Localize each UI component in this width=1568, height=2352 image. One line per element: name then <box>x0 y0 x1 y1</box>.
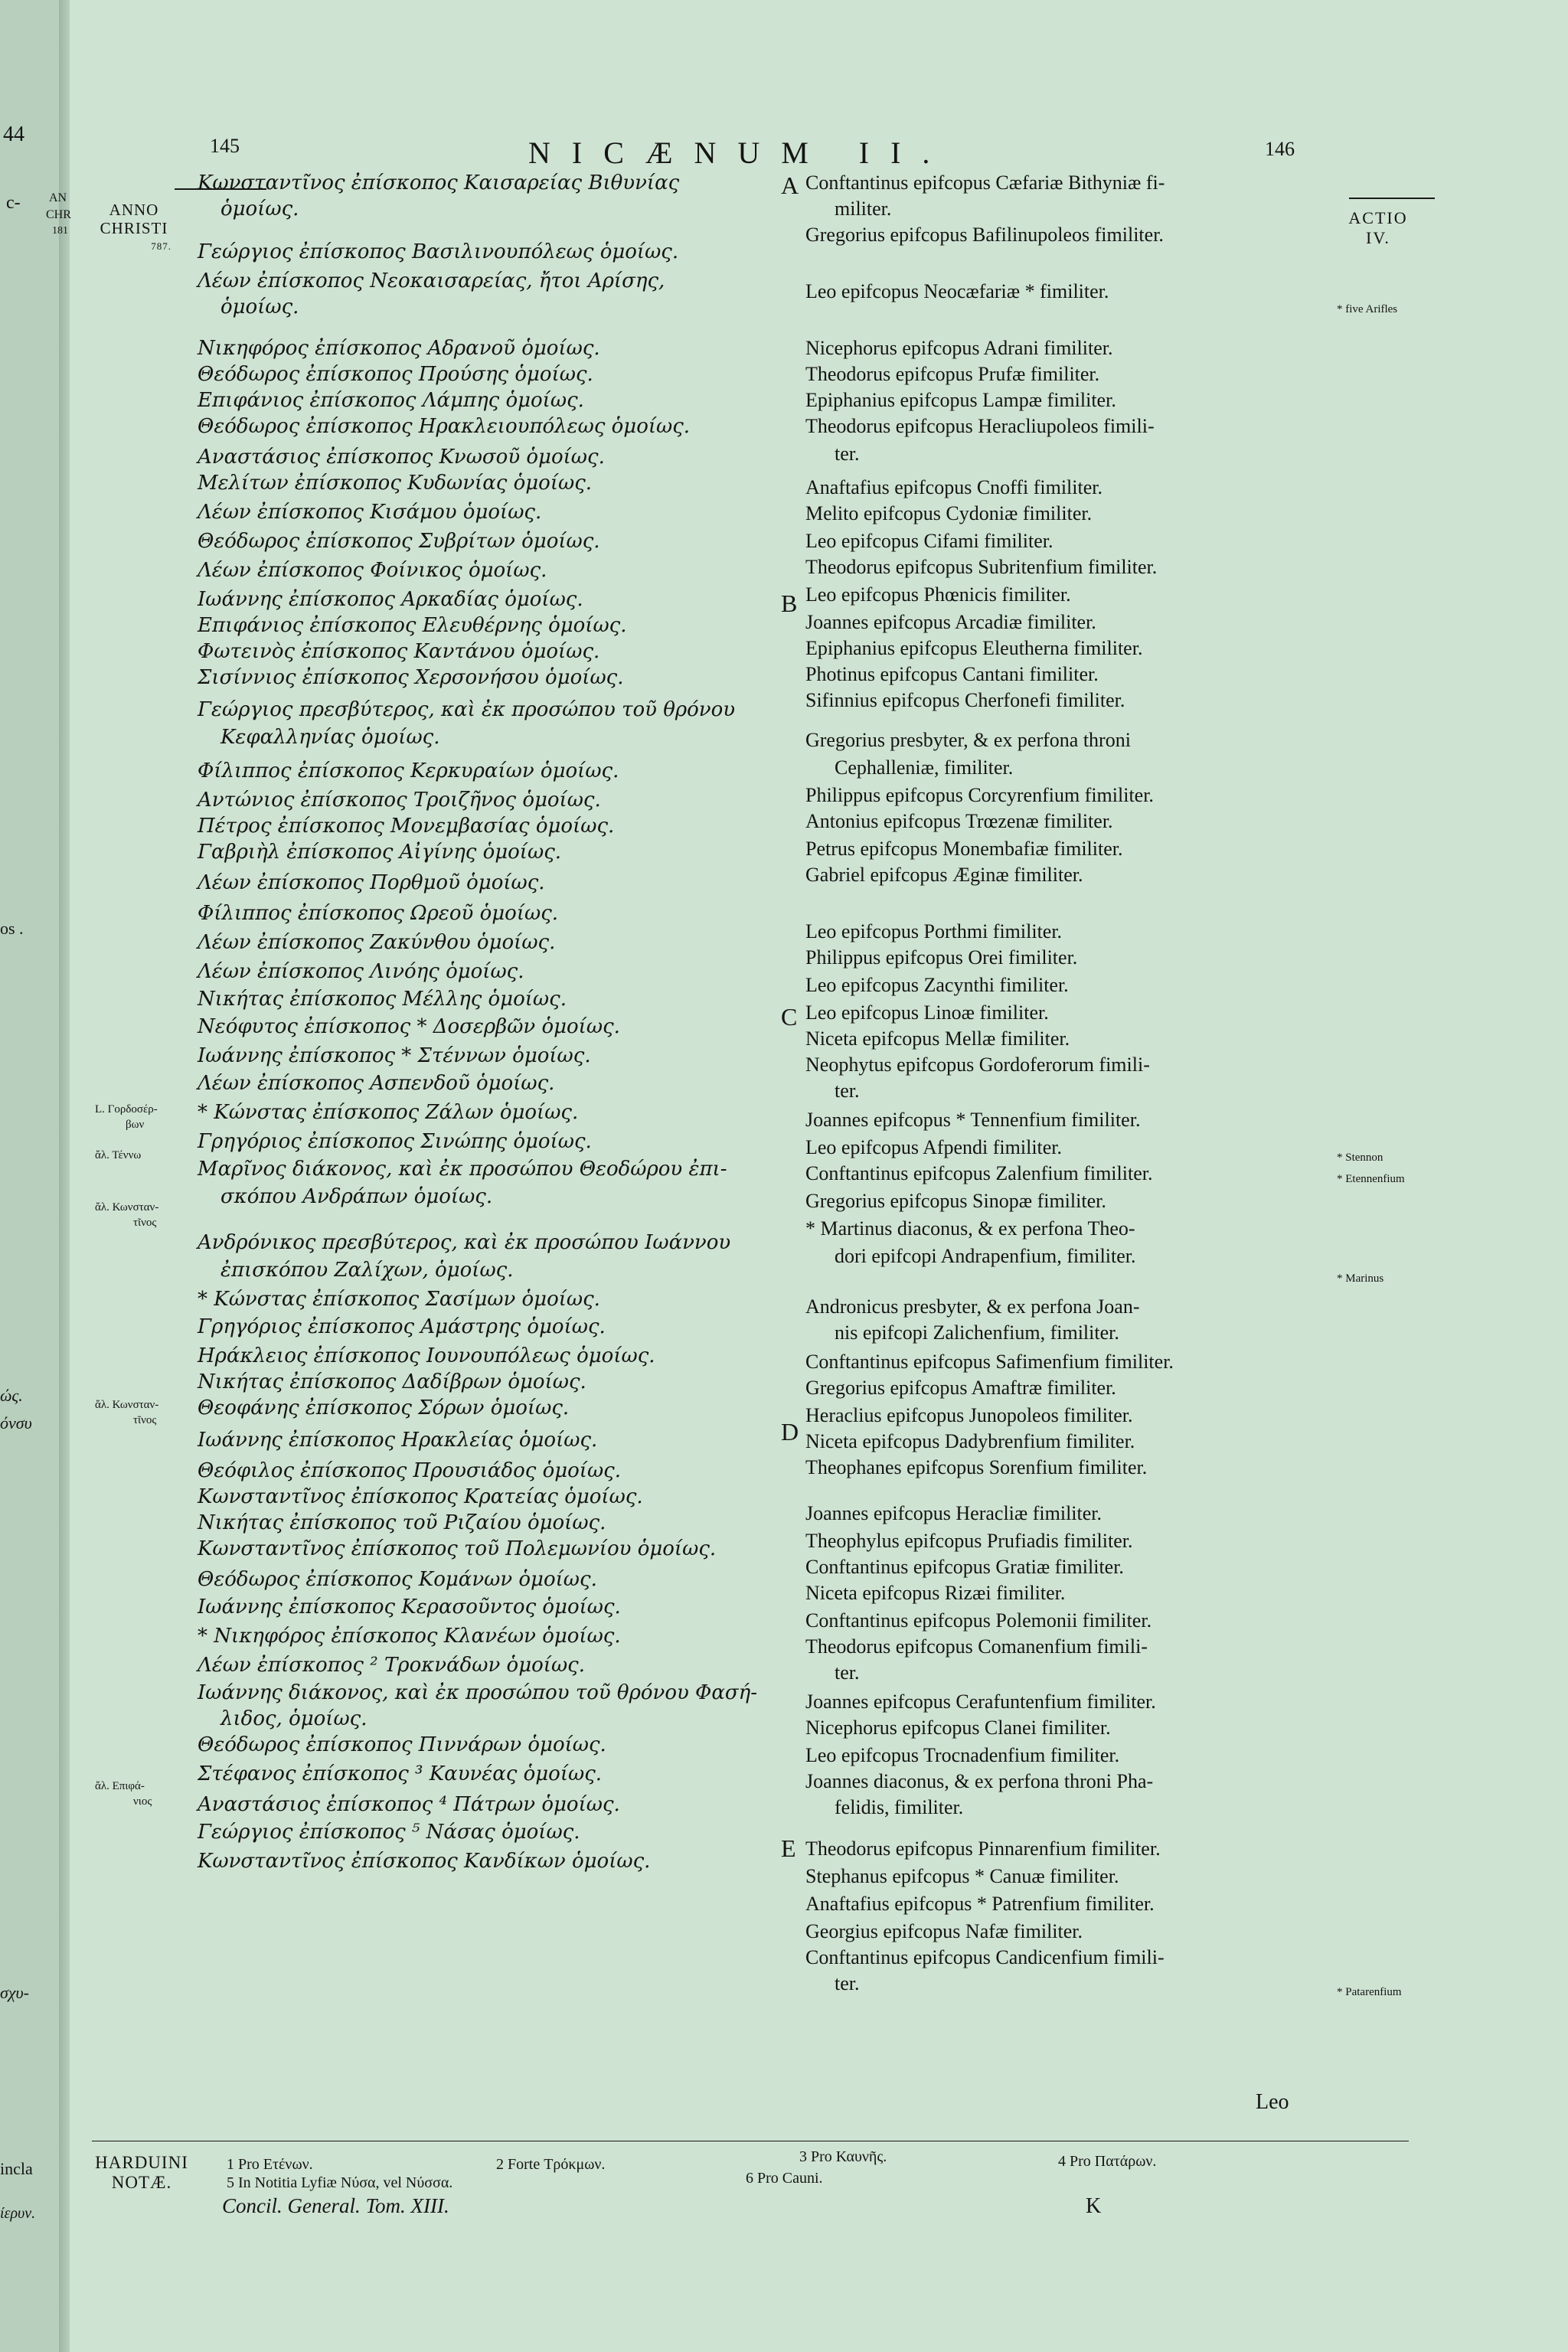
greek-line: Λέων ἐπίσκοπος ² Τροκνάδων ὁμοίως. <box>198 1654 585 1677</box>
volume-footer: Concil. General. Tom. XIII. <box>222 2194 449 2217</box>
greek-line: Ανδρόνικος πρεσβύτερος, καὶ ἐκ προσώπου Ιωάννου <box>198 1231 731 1254</box>
greek-line: Θεόδωρος ἐπίσκοπος Πιννάρων ὁμοίως. <box>198 1733 606 1756</box>
greek-line: ὁμοίως. <box>220 198 299 220</box>
greek-line: σκόπου Ανδράπων ὁμοίως. <box>220 1185 493 1208</box>
prev-fragment: σχυ- <box>0 1983 29 2002</box>
greek-line: Θεόδωρος ἐπίσκοπος Ηρακλειουπόλεως ὁμοίως. <box>198 415 691 438</box>
latin-line: Leo epifcopus Linoæ fimiliter. <box>805 1001 1049 1024</box>
greek-line: Ιωάννης ἐπίσκοπος Αρκαδίας ὁμοίως. <box>198 588 583 611</box>
prev-fragment: os . <box>0 919 24 938</box>
latin-line: Photinus epifcopus Cantani fimiliter. <box>805 663 1099 685</box>
greek-line: Θεόφιλος ἐπίσκοπος Προυσιάδος ὁμοίως. <box>198 1459 622 1482</box>
greek-line: Κωνσταντῖνος ἐπίσκοπος Κρατείας ὁμοίως. <box>198 1485 643 1508</box>
latin-line: Theophylus epifcopus Prufiadis fimiliter. <box>805 1530 1133 1552</box>
prev-page-number: 44 <box>3 122 24 146</box>
greek-line: Επιφάνιος ἐπίσκοπος Λάμπης ὁμοίως. <box>198 389 584 412</box>
latin-line: Neophytus epifcopus Gordoferorum fimili- <box>805 1054 1150 1076</box>
latin-line: Conftantinus epifcopus Cæfariæ Bithyniæ fi- <box>805 172 1165 194</box>
latin-line: ter. <box>835 1972 860 1994</box>
greek-line: Λέων ἐπίσκοπος Φοίνικος ὁμοίως. <box>198 559 547 582</box>
greek-line: Πέτρος ἐπίσκοπος Μονεμβασίας ὁμοίως. <box>198 815 615 838</box>
footnote: 3 Pro Καυνῆς. <box>799 2148 887 2165</box>
greek-line: Κεφαλληνίας ὁμοίως. <box>220 726 440 749</box>
prev-side: 181 <box>52 225 68 237</box>
latin-line: Gabriel epifcopus Æginæ fimiliter. <box>805 864 1083 886</box>
anno-christi <box>92 201 176 256</box>
greek-line: Αναστάσιος ἐπίσκοπος ⁴ Πάτρων ὁμοίως. <box>198 1793 620 1816</box>
greek-line: Γρηγόριος ἐπίσκοπος Αμάστρης ὁμοίως. <box>198 1315 606 1338</box>
greek-line: Νικηφόρος ἐπίσκοπος Αδρανοῦ ὁμοίως. <box>198 337 600 360</box>
latin-line: Joannes diaconus, & ex perfona throni Pha- <box>805 1770 1154 1792</box>
greek-line: ὁμοίως. <box>220 296 299 318</box>
footnote: 2 Forte Τρόκμων. <box>496 2156 606 2173</box>
margin-note: * Patarenfium <box>1337 1986 1402 1998</box>
prev-fragment: ώς. <box>0 1386 23 1405</box>
greek-line: Γρηγόριος ἐπίσκοπος Σινώπης ὁμοίως. <box>198 1130 592 1153</box>
latin-line: Theophanes epifcopus Sorenfium fimiliter. <box>805 1456 1148 1478</box>
variant-note: νιος <box>133 1795 152 1808</box>
greek-line: Νικήτας ἐπίσκοπος Μέλλης ὁμοίως. <box>198 988 567 1011</box>
greek-line: Μελίτων ἐπίσκοπος Κυδωνίας ὁμοίως. <box>198 472 593 495</box>
latin-line: Theodorus epifcopus Subritenfium fimiliter. <box>805 556 1158 578</box>
greek-line: Λέων ἐπίσκοπος Κισάμου ὁμοίως. <box>198 501 542 524</box>
catchword: Leo <box>1256 2090 1289 2114</box>
greek-line: * Νικηφόρος ἐπίσκοπος Κλανέων ὁμοίως. <box>198 1625 621 1648</box>
latin-line: Gregorius presbyter, & ex perfona throni <box>805 729 1131 751</box>
greek-line: Ιωάννης ἐπίσκοπος * Στέννων ὁμοίως. <box>198 1044 591 1067</box>
latin-line: Leo epifcopus Porthmi fimiliter. <box>805 920 1063 942</box>
greek-line: Γεώργιος ἐπίσκοπος ⁵ Νάσας ὁμοίως. <box>198 1821 580 1844</box>
greek-line: Αναστάσιος ἐπίσκοπος Κνωσοῦ ὁμοίως. <box>198 446 605 469</box>
variant-note: ἄλ. Κωνσταν- <box>95 1201 159 1214</box>
latin-line: Sifinnius epifcopus Cherfonefi fimiliter. <box>805 689 1125 711</box>
latin-line: Epiphanius epifcopus Lampæ fimiliter. <box>805 389 1116 411</box>
latin-line: Theodorus epifcopus Comanenfium fimili- <box>805 1635 1148 1658</box>
greek-line: Θεόδωρος ἐπίσκοπος Συβρίτων ὁμοίως. <box>198 530 600 553</box>
prev-fragment: incla <box>0 2159 33 2178</box>
notae: NOTÆ. <box>111 2173 172 2192</box>
greek-line: Γεώργιος ἐπίσκοπος Βασιλινουπόλεως ὁμοίως. <box>198 240 679 263</box>
greek-line: Λέων ἐπίσκοπος Νεοκαισαρείας, ἤτοι Αρίσης, <box>198 270 665 292</box>
latin-line: Conftantinus epifcopus Candicenfium fimili- <box>805 1946 1165 1968</box>
section-mark-a: A <box>781 172 799 199</box>
variant-note: L. Γορδοσέρ- <box>95 1103 158 1116</box>
greek-line: Ηράκλειος ἐπίσκοπος Ιουνουπόλεως ὁμοίως. <box>198 1344 655 1367</box>
latin-line: Leo epifcopus Zacynthi fimiliter. <box>805 974 1069 996</box>
latin-line: Cephalleniæ, fimiliter. <box>835 756 1014 779</box>
latin-line: Nicephorus epifcopus Clanei fimiliter. <box>805 1717 1111 1739</box>
greek-line: Νεόφυτος ἐπίσκοπος * Δοσερβῶν ὁμοίως. <box>198 1015 620 1038</box>
prev-side: AN <box>49 191 67 204</box>
latin-line: ter. <box>835 1661 860 1684</box>
greek-line: Σισίννιος ἐπίσκοπος Χερσονήσου ὁμοίως. <box>198 666 624 689</box>
latin-line: Conftantinus epifcopus Gratiæ fimiliter. <box>805 1556 1124 1578</box>
notes-title <box>92 2153 191 2193</box>
prev-fragment: c- <box>6 193 21 213</box>
footnote: 1 Pro Ετένων. <box>227 2156 313 2173</box>
latin-line: Anaftafius epifcopus Cnoffi fimiliter. <box>805 476 1102 498</box>
anno-label: ANNO <box>109 201 159 219</box>
latin-line: Joannes epifcopus Heracliæ fimiliter. <box>805 1502 1102 1524</box>
section-mark-c: C <box>781 1003 798 1031</box>
latin-line: Leo epifcopus Neocæfariæ * fimiliter. <box>805 280 1109 302</box>
greek-line: Λέων ἐπίσκοπος Ασπενδοῦ ὁμοίως. <box>198 1072 555 1095</box>
latin-line: Niceta epifcopus Mellæ fimiliter. <box>805 1027 1070 1050</box>
latin-line: Stephanus epifcopus * Canuæ fimiliter. <box>805 1865 1119 1887</box>
latin-line: ter. <box>835 443 860 465</box>
greek-line: Κωνσταντῖνος ἐπίσκοπος Καισαρείας Βιθυνίας <box>198 172 680 194</box>
variant-note: τῖνος <box>133 1414 157 1426</box>
harduini: HARDUINI <box>95 2153 188 2172</box>
latin-line: militer. <box>835 198 892 220</box>
greek-line: Λέων ἐπίσκοπος Ζακύνθου ὁμοίως. <box>198 931 556 954</box>
actio-number: IV. <box>1366 228 1390 247</box>
greek-line: Κωνσταντῖνος ἐπίσκοπος τοῦ Πολεμωνίου ὁμοίως. <box>198 1537 717 1560</box>
greek-line: Θεόδωρος ἐπίσκοπος Κομάνων ὁμοίως. <box>198 1568 597 1591</box>
greek-line: Γαβριὴλ ἐπίσκοπος Αἰγίνης ὁμοίως. <box>198 841 562 864</box>
margin-note: * five Arifles <box>1337 303 1398 315</box>
greek-line: Επιφάνιος ἐπίσκοπος Ελευθέρνης ὁμοίως. <box>198 614 627 637</box>
greek-line: Θεόδωρος ἐπίσκοπος Προύσης ὁμοίως. <box>198 363 593 386</box>
latin-line: Theodorus epifcopus Heracliupoleos fimili- <box>805 415 1155 437</box>
latin-line: Gregorius epifcopus Bafilinupoleos fimiliter. <box>805 224 1164 246</box>
variant-note: βων <box>126 1119 145 1131</box>
page-number-right: 146 <box>1265 138 1295 160</box>
latin-line: Nicephorus epifcopus Adrani fimiliter. <box>805 337 1113 359</box>
greek-line: Αντώνιος ἐπίσκοπος Τροιζῆνος ὁμοίως. <box>198 789 601 812</box>
greek-line: Φωτεινὸς ἐπίσκοπος Καντάνου ὁμοίως. <box>198 640 600 663</box>
latin-line: Leo epifcopus Afpendi fimiliter. <box>805 1136 1063 1158</box>
greek-line: Θεοφάνης ἐπίσκοπος Σόρων ὁμοίως. <box>198 1396 570 1419</box>
greek-line: Στέφανος ἐπίσκοπος ³ Καυνέας ὁμοίως. <box>198 1762 603 1785</box>
greek-line: Λέων ἐπίσκοπος Πορθμοῦ ὁμοίως. <box>198 871 545 894</box>
latin-line: Theodorus epifcopus Pinnarenfium fimiliter. <box>805 1838 1161 1860</box>
footnote: 6 Pro Cauni. <box>746 2170 823 2187</box>
signature-mark: K <box>1086 2194 1102 2218</box>
latin-line: Anaftafius epifcopus * Patrenfium fimiliter. <box>805 1893 1155 1915</box>
greek-line: λιδος, ὁμοίως. <box>220 1707 368 1730</box>
latin-line: Niceta epifcopus Dadybrenfium fimiliter. <box>805 1430 1135 1452</box>
book-page <box>77 0 1568 2352</box>
greek-line: Ιωάννης ἐπίσκοπος Κερασοῦντος ὁμοίως. <box>198 1596 621 1619</box>
latin-line: Andronicus presbyter, & ex perfona Joan- <box>805 1295 1140 1318</box>
running-title: NICÆNUM II. <box>528 136 952 170</box>
latin-line: Leo epifcopus Cifami fimiliter. <box>805 530 1054 552</box>
year: 787. <box>151 240 172 252</box>
greek-line: Νικήτας ἐπίσκοπος Δαδίβρων ὁμοίως. <box>198 1370 586 1393</box>
latin-line: Georgius epifcopus Nafæ fimiliter. <box>805 1920 1083 1942</box>
latin-line: Niceta epifcopus Rizæi fimiliter. <box>805 1582 1066 1604</box>
greek-line: Νικήτας ἐπίσκοπος τοῦ Ριζαίου ὁμοίως. <box>198 1511 606 1534</box>
section-mark-b: B <box>781 590 798 617</box>
latin-line: Petrus epifcopus Monembafiæ fimiliter. <box>805 838 1123 860</box>
greek-line: * Κώνστας ἐπίσκοπος Σασίμων ὁμοίως. <box>198 1288 600 1311</box>
greek-line: Κωνσταντῖνος ἐπίσκοπος Κανδίκων ὁμοίως. <box>198 1850 651 1873</box>
greek-line: Λέων ἐπίσκοπος Λινόης ὁμοίως. <box>198 960 524 983</box>
latin-line: Joannes epifcopus Cerafuntenfium fimiliter. <box>805 1690 1156 1713</box>
latin-line: Philippus epifcopus Orei fimiliter. <box>805 946 1078 969</box>
prev-fragment: όνσυ <box>0 1413 32 1432</box>
latin-line: ter. <box>835 1080 860 1102</box>
latin-line: * Martinus diaconus, & ex perfona Theo- <box>805 1217 1135 1240</box>
section-mark-d: D <box>781 1418 799 1446</box>
page-number-left: 145 <box>210 135 240 157</box>
greek-line: Μαρῖνος διάκονος, καὶ ἐκ προσώπου Θεοδώρου ἐπι- <box>198 1158 727 1181</box>
variant-note: ἄλ. Επιφά- <box>95 1780 145 1792</box>
latin-line: Leo epifcopus Trocnadenfium fimiliter. <box>805 1744 1120 1766</box>
latin-line: Conftantinus epifcopus Zalenfium fimiliter. <box>805 1162 1153 1184</box>
latin-line: dori epifcopi Andrapenfium, fimiliter. <box>835 1245 1136 1267</box>
greek-line: Ιωάννης ἐπίσκοπος Ηρακλείας ὁμοίως. <box>198 1429 598 1452</box>
christi-label: CHRISTI <box>100 219 168 237</box>
greek-line: Γεώργιος πρεσβύτερος, καὶ ἐκ προσώπου τοῦ θρόνου <box>198 698 736 721</box>
greek-line: Ιωάννης διάκονος, καὶ ἐκ προσώπου τοῦ θρόνου Φασή- <box>198 1681 758 1704</box>
latin-line: felidis, fimiliter. <box>835 1796 964 1818</box>
latin-line: Conftantinus epifcopus Safimenfium fimiliter. <box>805 1351 1174 1373</box>
footnote: 4 Pro Πατάρων. <box>1058 2153 1157 2170</box>
latin-line: Philippus epifcopus Corcyrenfium fimiliter. <box>805 784 1154 806</box>
greek-line: ἐπισκόπου Ζαλίχων, ὁμοίως. <box>220 1259 514 1282</box>
footnote: 5 In Notitia Lyfiæ Νύσα, vel Νύσσα. <box>227 2174 453 2191</box>
latin-line: Melito epifcopus Cydoniæ fimiliter. <box>805 502 1093 524</box>
latin-line: Joannes epifcopus Arcadiæ fimiliter. <box>805 611 1096 633</box>
variant-note: ἄλ. Τέννω <box>95 1149 142 1161</box>
variant-note: τῖνος <box>133 1217 157 1229</box>
latin-line: Theodorus epifcopus Prufæ fimiliter. <box>805 363 1100 385</box>
actio: ACTIO <box>1348 208 1408 227</box>
latin-line: Heraclius epifcopus Junopoleos fimiliter. <box>805 1404 1133 1426</box>
latin-line: Leo epifcopus Phœnicis fimiliter. <box>805 583 1071 606</box>
latin-line: Gregorius epifcopus Amaftræ fimiliter. <box>805 1377 1116 1399</box>
greek-line: * Κώνστας ἐπίσκοπος Ζάλων ὁμοίως. <box>198 1101 579 1124</box>
latin-line: Gregorius epifcopus Sinopæ fimiliter. <box>805 1190 1106 1212</box>
margin-note: * Etennenfium <box>1337 1173 1405 1185</box>
variant-note: ἄλ. Κωνσταν- <box>95 1399 159 1411</box>
latin-line: Epiphanius epifcopus Eleutherna fimiliter. <box>805 637 1143 659</box>
latin-line: nis epifcopi Zalichenfium, fimiliter. <box>835 1321 1119 1344</box>
greek-line: Φίλιππος ἐπίσκοπος Ωρεοῦ ὁμοίως. <box>198 902 559 925</box>
margin-note: * Marinus <box>1337 1272 1384 1285</box>
latin-line: Joannes epifcopus * Tennenfium fimiliter. <box>805 1109 1141 1131</box>
margin-note: * Stennon <box>1337 1152 1383 1164</box>
greek-line: Φίλιππος ἐπίσκοπος Κερκυραίων ὁμοίως. <box>198 760 619 782</box>
prev-side: CHR <box>46 208 71 221</box>
prev-fragment: ίερυν. <box>0 2205 36 2222</box>
latin-line: Conftantinus epifcopus Polemonii fimiliter. <box>805 1609 1152 1632</box>
latin-line: Antonius epifcopus Trœzenæ fimiliter. <box>805 810 1113 832</box>
section-mark-e: E <box>781 1834 796 1862</box>
